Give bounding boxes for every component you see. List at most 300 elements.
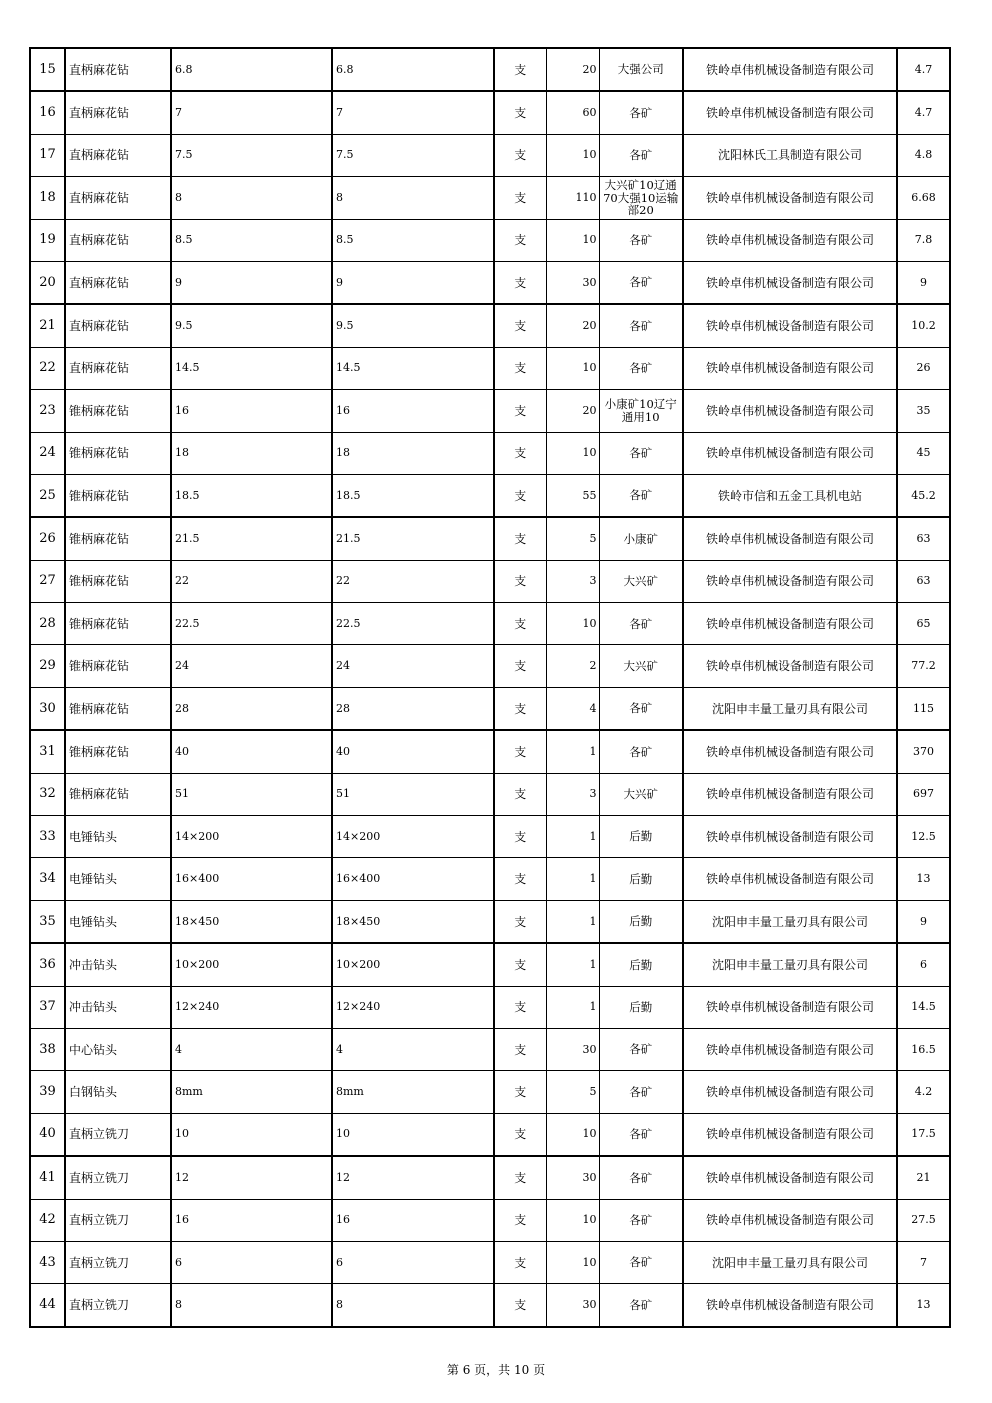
item-name: 冲击钻头 [65,986,171,1028]
table-row [30,1156,950,1199]
item-supplier: 铁岭卓伟机械设备制造有限公司 [683,517,897,560]
item-spec: 10×200 [171,943,332,986]
item-department: 各矿 [599,1241,683,1283]
item-price: 10.2 [897,304,950,347]
item-name: 锥柄麻花钻 [65,432,171,474]
row-index: 36 [30,943,65,986]
item-name: 中心钻头 [65,1028,171,1070]
item-supplier: 铁岭卓伟机械设备制造有限公司 [683,390,897,432]
item-price: 26 [897,347,950,389]
item-quantity: 30 [546,1028,599,1070]
row-index: 23 [30,390,65,432]
item-quantity: 10 [546,1113,599,1156]
item-model: 51 [332,773,494,815]
row-index: 35 [30,900,65,943]
item-spec: 40 [171,730,332,773]
table-row [30,900,950,943]
item-department: 大兴矿10辽通70大强10运输部20 [599,177,683,219]
item-unit: 支 [494,91,546,134]
item-price: 13 [897,1284,950,1327]
row-index: 18 [30,177,65,219]
item-name: 直柄麻花钻 [65,48,171,91]
item-quantity: 10 [546,603,599,645]
item-supplier: 铁岭卓伟机械设备制造有限公司 [683,603,897,645]
row-index: 39 [30,1071,65,1113]
item-unit: 支 [494,177,546,219]
item-price: 697 [897,773,950,815]
item-unit: 支 [494,1071,546,1113]
item-spec: 14.5 [171,347,332,389]
row-index: 20 [30,261,65,304]
item-model: 16×400 [332,858,494,900]
row-index: 43 [30,1241,65,1283]
item-quantity: 110 [546,177,599,219]
row-index: 16 [30,91,65,134]
table-row [30,603,950,645]
item-model: 9 [332,261,494,304]
item-model: 21.5 [332,517,494,560]
item-price: 21 [897,1156,950,1199]
item-department: 后勤 [599,858,683,900]
table-row [30,177,950,219]
item-unit: 支 [494,432,546,474]
item-model: 6 [332,1241,494,1283]
item-price: 45.2 [897,474,950,517]
item-quantity: 2 [546,645,599,687]
item-spec: 14×200 [171,816,332,858]
table-row [30,560,950,602]
item-supplier: 铁岭卓伟机械设备制造有限公司 [683,645,897,687]
item-model: 7.5 [332,134,494,176]
item-quantity: 20 [546,304,599,347]
item-supplier: 铁岭卓伟机械设备制造有限公司 [683,560,897,602]
item-unit: 支 [494,474,546,517]
item-spec: 18.5 [171,474,332,517]
item-unit: 支 [494,1028,546,1070]
item-unit: 支 [494,687,546,730]
item-supplier: 铁岭卓伟机械设备制造有限公司 [683,730,897,773]
item-name: 直柄麻花钻 [65,347,171,389]
item-quantity: 30 [546,1284,599,1327]
item-name: 锥柄麻花钻 [65,645,171,687]
item-price: 65 [897,603,950,645]
item-quantity: 10 [546,134,599,176]
item-name: 直柄立铣刀 [65,1156,171,1199]
item-price: 9 [897,900,950,943]
item-name: 直柄立铣刀 [65,1284,171,1327]
item-department: 各矿 [599,432,683,474]
item-name: 直柄麻花钻 [65,219,171,261]
item-name: 锥柄麻花钻 [65,474,171,517]
table-row [30,48,950,91]
item-quantity: 1 [546,858,599,900]
table-row [30,730,950,773]
item-supplier: 铁岭卓伟机械设备制造有限公司 [683,986,897,1028]
item-price: 7 [897,1241,950,1283]
item-model: 12 [332,1156,494,1199]
item-department: 各矿 [599,687,683,730]
item-supplier: 铁岭卓伟机械设备制造有限公司 [683,91,897,134]
item-price: 63 [897,560,950,602]
table-row [30,1241,950,1283]
item-model: 22.5 [332,603,494,645]
table-row [30,1071,950,1113]
item-supplier: 铁岭市信和五金工具机电站 [683,474,897,517]
item-unit: 支 [494,816,546,858]
item-spec: 9 [171,261,332,304]
item-spec: 16 [171,390,332,432]
item-quantity: 10 [546,432,599,474]
item-department: 大兴矿 [599,560,683,602]
table-body [30,48,950,1327]
item-department: 后勤 [599,986,683,1028]
item-department: 各矿 [599,219,683,261]
item-spec: 6.8 [171,48,332,91]
item-quantity: 55 [546,474,599,517]
item-quantity: 4 [546,687,599,730]
row-index: 40 [30,1113,65,1156]
item-price: 35 [897,390,950,432]
item-quantity: 1 [546,730,599,773]
row-index: 24 [30,432,65,474]
item-unit: 支 [494,219,546,261]
items-table [29,47,951,1328]
item-name: 直柄立铣刀 [65,1113,171,1156]
item-name: 冲击钻头 [65,943,171,986]
row-index: 19 [30,219,65,261]
item-price: 4.2 [897,1071,950,1113]
table-row [30,1199,950,1241]
item-unit: 支 [494,304,546,347]
item-spec: 12 [171,1156,332,1199]
item-spec: 4 [171,1028,332,1070]
table-row [30,645,950,687]
item-unit: 支 [494,1241,546,1283]
item-quantity: 5 [546,517,599,560]
item-department: 各矿 [599,1113,683,1156]
item-supplier: 沈阳申丰量工量刃具有限公司 [683,943,897,986]
item-price: 45 [897,432,950,474]
row-index: 44 [30,1284,65,1327]
row-index: 31 [30,730,65,773]
item-department: 大兴矿 [599,773,683,815]
item-spec: 8 [171,177,332,219]
item-name: 直柄麻花钻 [65,91,171,134]
item-unit: 支 [494,773,546,815]
item-model: 8 [332,177,494,219]
item-supplier: 铁岭卓伟机械设备制造有限公司 [683,1284,897,1327]
item-price: 13 [897,858,950,900]
item-name: 锥柄麻花钻 [65,560,171,602]
item-quantity: 1 [546,943,599,986]
item-price: 63 [897,517,950,560]
item-model: 28 [332,687,494,730]
item-supplier: 沈阳林氏工具制造有限公司 [683,134,897,176]
item-model: 18.5 [332,474,494,517]
item-unit: 支 [494,1284,546,1327]
item-quantity: 30 [546,261,599,304]
table-row [30,347,950,389]
row-index: 37 [30,986,65,1028]
item-supplier: 铁岭卓伟机械设备制造有限公司 [683,816,897,858]
item-quantity: 3 [546,560,599,602]
item-supplier: 沈阳申丰量工量刃具有限公司 [683,687,897,730]
item-supplier: 铁岭卓伟机械设备制造有限公司 [683,1113,897,1156]
item-department: 小康矿10辽宁通用10 [599,390,683,432]
item-spec: 18×450 [171,900,332,943]
item-unit: 支 [494,603,546,645]
item-name: 直柄麻花钻 [65,134,171,176]
row-index: 34 [30,858,65,900]
item-model: 10×200 [332,943,494,986]
item-supplier: 铁岭卓伟机械设备制造有限公司 [683,432,897,474]
item-model: 9.5 [332,304,494,347]
item-supplier: 铁岭卓伟机械设备制造有限公司 [683,261,897,304]
item-model: 16 [332,1199,494,1241]
item-spec: 12×240 [171,986,332,1028]
row-index: 26 [30,517,65,560]
item-supplier: 铁岭卓伟机械设备制造有限公司 [683,177,897,219]
item-supplier: 铁岭卓伟机械设备制造有限公司 [683,48,897,91]
table-row [30,1028,950,1070]
item-spec: 7.5 [171,134,332,176]
item-quantity: 10 [546,347,599,389]
item-spec: 8 [171,1284,332,1327]
table-row [30,1284,950,1327]
item-name: 锥柄麻花钻 [65,603,171,645]
item-model: 22 [332,560,494,602]
item-supplier: 铁岭卓伟机械设备制造有限公司 [683,1028,897,1070]
row-index: 17 [30,134,65,176]
table-row [30,943,950,986]
item-model: 18×450 [332,900,494,943]
item-name: 锥柄麻花钻 [65,687,171,730]
table-row [30,432,950,474]
item-spec: 28 [171,687,332,730]
item-model: 40 [332,730,494,773]
row-index: 41 [30,1156,65,1199]
item-department: 各矿 [599,1156,683,1199]
item-price: 6.68 [897,177,950,219]
item-price: 12.5 [897,816,950,858]
item-supplier: 铁岭卓伟机械设备制造有限公司 [683,1071,897,1113]
row-index: 30 [30,687,65,730]
item-unit: 支 [494,1156,546,1199]
item-unit: 支 [494,986,546,1028]
item-supplier: 铁岭卓伟机械设备制造有限公司 [683,1156,897,1199]
item-unit: 支 [494,645,546,687]
item-supplier: 沈阳申丰量工量刃具有限公司 [683,900,897,943]
item-price: 370 [897,730,950,773]
item-department: 小康矿 [599,517,683,560]
table-row [30,219,950,261]
item-department: 大兴矿 [599,645,683,687]
item-spec: 9.5 [171,304,332,347]
item-model: 7 [332,91,494,134]
table-row [30,858,950,900]
item-department: 各矿 [599,603,683,645]
item-quantity: 20 [546,390,599,432]
item-name: 直柄麻花钻 [65,261,171,304]
item-department: 各矿 [599,261,683,304]
item-name: 电锤钻头 [65,858,171,900]
item-spec: 10 [171,1113,332,1156]
row-index: 33 [30,816,65,858]
item-department: 各矿 [599,91,683,134]
item-spec: 51 [171,773,332,815]
item-name: 锥柄麻花钻 [65,773,171,815]
table-row [30,390,950,432]
item-department: 各矿 [599,474,683,517]
item-price: 7.8 [897,219,950,261]
item-model: 8.5 [332,219,494,261]
item-unit: 支 [494,261,546,304]
item-spec: 16×400 [171,858,332,900]
item-spec: 21.5 [171,517,332,560]
item-unit: 支 [494,1113,546,1156]
item-spec: 22 [171,560,332,602]
item-spec: 8.5 [171,219,332,261]
row-index: 25 [30,474,65,517]
item-supplier: 铁岭卓伟机械设备制造有限公司 [683,347,897,389]
item-unit: 支 [494,730,546,773]
item-department: 后勤 [599,816,683,858]
row-index: 32 [30,773,65,815]
item-department: 各矿 [599,134,683,176]
item-department: 各矿 [599,1284,683,1327]
item-name: 直柄麻花钻 [65,304,171,347]
item-spec: 7 [171,91,332,134]
table-row [30,816,950,858]
item-name: 锥柄麻花钻 [65,730,171,773]
item-supplier: 沈阳申丰量工量刃具有限公司 [683,1241,897,1283]
item-unit: 支 [494,517,546,560]
item-model: 14×200 [332,816,494,858]
item-model: 6.8 [332,48,494,91]
table-row [30,1113,950,1156]
item-department: 各矿 [599,304,683,347]
item-department: 各矿 [599,1071,683,1113]
item-name: 直柄立铣刀 [65,1199,171,1241]
item-price: 4.7 [897,91,950,134]
item-price: 6 [897,943,950,986]
item-supplier: 铁岭卓伟机械设备制造有限公司 [683,219,897,261]
item-department: 各矿 [599,347,683,389]
row-index: 21 [30,304,65,347]
item-quantity: 10 [546,1241,599,1283]
item-department: 后勤 [599,943,683,986]
item-spec: 18 [171,432,332,474]
item-quantity: 10 [546,1199,599,1241]
item-spec: 16 [171,1199,332,1241]
table-row [30,517,950,560]
item-name: 电锤钻头 [65,816,171,858]
item-unit: 支 [494,560,546,602]
row-index: 42 [30,1199,65,1241]
item-unit: 支 [494,134,546,176]
item-unit: 支 [494,943,546,986]
item-name: 锥柄麻花钻 [65,390,171,432]
item-price: 4.7 [897,48,950,91]
item-model: 8 [332,1284,494,1327]
row-index: 29 [30,645,65,687]
item-model: 16 [332,390,494,432]
item-quantity: 30 [546,1156,599,1199]
item-quantity: 60 [546,91,599,134]
item-model: 10 [332,1113,494,1156]
item-unit: 支 [494,858,546,900]
table-row [30,986,950,1028]
item-price: 9 [897,261,950,304]
item-model: 12×240 [332,986,494,1028]
item-name: 白钢钻头 [65,1071,171,1113]
item-price: 14.5 [897,986,950,1028]
table-row [30,91,950,134]
table-row [30,773,950,815]
row-index: 22 [30,347,65,389]
item-quantity: 10 [546,219,599,261]
item-unit: 支 [494,48,546,91]
item-supplier: 铁岭卓伟机械设备制造有限公司 [683,304,897,347]
row-index: 28 [30,603,65,645]
item-department: 各矿 [599,1028,683,1070]
item-department: 后勤 [599,900,683,943]
item-price: 17.5 [897,1113,950,1156]
item-model: 14.5 [332,347,494,389]
item-spec: 22.5 [171,603,332,645]
item-quantity: 1 [546,986,599,1028]
item-department: 大强公司 [599,48,683,91]
item-quantity: 20 [546,48,599,91]
item-price: 77.2 [897,645,950,687]
page-footer: 第 6 页，共 10 页 [446,1363,546,1377]
table-row [30,261,950,304]
item-quantity: 5 [546,1071,599,1113]
item-unit: 支 [494,347,546,389]
row-index: 38 [30,1028,65,1070]
item-model: 4 [332,1028,494,1070]
item-unit: 支 [494,1199,546,1241]
item-name: 直柄麻花钻 [65,177,171,219]
row-index: 27 [30,560,65,602]
item-model: 8mm [332,1071,494,1113]
item-supplier: 铁岭卓伟机械设备制造有限公司 [683,773,897,815]
item-unit: 支 [494,390,546,432]
item-supplier: 铁岭卓伟机械设备制造有限公司 [683,858,897,900]
item-model: 18 [332,432,494,474]
item-department: 各矿 [599,730,683,773]
item-price: 4.8 [897,134,950,176]
item-price: 16.5 [897,1028,950,1070]
item-quantity: 1 [546,816,599,858]
item-name: 锥柄麻花钻 [65,517,171,560]
item-spec: 6 [171,1241,332,1283]
item-price: 115 [897,687,950,730]
item-quantity: 3 [546,773,599,815]
item-unit: 支 [494,900,546,943]
table-row [30,687,950,730]
table-row [30,474,950,517]
row-index: 15 [30,48,65,91]
item-name: 电锤钻头 [65,900,171,943]
item-price: 27.5 [897,1199,950,1241]
item-department: 各矿 [599,1199,683,1241]
item-supplier: 铁岭卓伟机械设备制造有限公司 [683,1199,897,1241]
item-quantity: 1 [546,900,599,943]
item-model: 24 [332,645,494,687]
item-name: 直柄立铣刀 [65,1241,171,1283]
item-spec: 8mm [171,1071,332,1113]
